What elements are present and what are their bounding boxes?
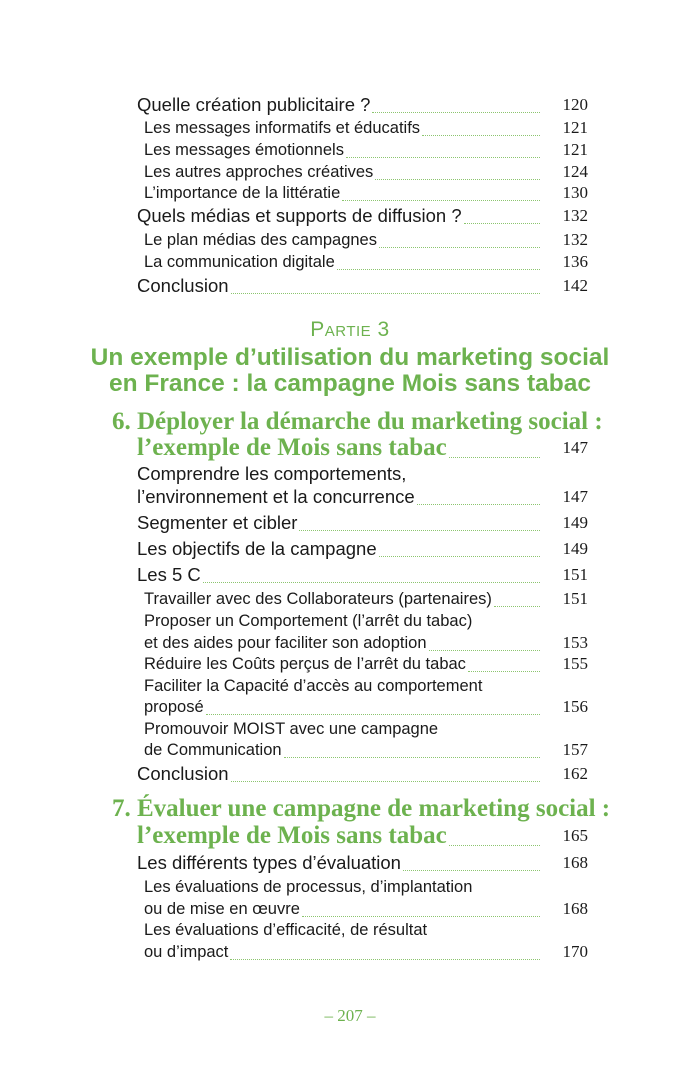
- dot-leader: [284, 757, 540, 758]
- dot-leader: [231, 293, 540, 294]
- toc-entry-text: ou de mise en œuvre: [144, 900, 300, 918]
- toc-entry-text: La communication digitale: [144, 253, 335, 271]
- toc-entry-text: ou d’impact: [144, 943, 229, 961]
- dot-leader: [468, 671, 540, 672]
- toc-entry-text: Quelle création publicitaire ?: [137, 94, 371, 115]
- toc-entry-line[interactable]: [144, 228, 540, 252]
- toc-entry-text: de Communication: [144, 741, 282, 759]
- toc-entry-line[interactable]: [144, 609, 472, 633]
- dot-leader: [449, 845, 540, 846]
- toc-page-number: 153: [562, 633, 588, 652]
- toc-entry-line[interactable]: [144, 695, 540, 719]
- toc-entry-text: Conclusion: [137, 763, 229, 784]
- toc-page-number: 151: [562, 589, 588, 608]
- toc-entry-text: Les évaluations de processus, d’implantation: [144, 878, 473, 896]
- toc-page-number: 149: [562, 539, 588, 558]
- toc-entry-text: Comprendre les comportements,: [137, 463, 407, 484]
- dot-leader: [206, 714, 540, 715]
- toc-entry-text: Proposer un Comportement (l’arrêt du tabac): [144, 612, 473, 630]
- toc-entry-line[interactable]: [144, 138, 540, 162]
- toc-entry-text: L’importance de la littératie: [144, 184, 341, 202]
- toc-entry-text: l’exemple de Mois sans tabac: [137, 434, 447, 461]
- toc-page-number: 162: [562, 764, 588, 783]
- part-title-line: Un exemple d’utilisation du marketing social: [90, 344, 610, 371]
- dot-leader: [417, 504, 540, 505]
- toc-entry-line[interactable]: [144, 738, 540, 762]
- toc-entry-text: Les 5 C: [137, 564, 201, 585]
- toc-entry-text: Le plan médias des campagnes: [144, 231, 377, 249]
- toc-entry-text: proposé: [144, 698, 204, 716]
- toc-page-number: 155: [562, 654, 588, 673]
- toc-page-number: 170: [562, 942, 588, 961]
- toc-entry-text: Les autres approches créatives: [144, 163, 374, 181]
- toc-entry-line[interactable]: [144, 875, 472, 899]
- toc-entry-line[interactable]: [112, 408, 603, 436]
- toc-page-number: 132: [562, 230, 588, 249]
- dot-leader: [494, 606, 540, 607]
- dot-leader: [375, 179, 540, 180]
- toc-entry-line[interactable]: [137, 851, 540, 875]
- toc-entry-text: Les différents types d’évaluation: [137, 852, 401, 873]
- dot-leader: [346, 157, 540, 158]
- toc-page-number: 147: [562, 487, 588, 506]
- dot-leader: [302, 916, 540, 917]
- toc-page-number: 168: [562, 853, 588, 872]
- dot-leader: [337, 269, 540, 270]
- toc-entry-line[interactable]: [144, 918, 427, 942]
- toc-page-number: 142: [562, 276, 588, 295]
- toc-entry-text: 6. Déployer la démarche du marketing social :: [112, 408, 603, 435]
- toc-page-number: 130: [562, 183, 588, 202]
- toc-entry-text: Travailler avec des Collaborateurs (partenaires): [144, 590, 492, 608]
- dot-leader: [403, 870, 540, 871]
- toc-page-number: 136: [562, 252, 588, 271]
- toc-entry-line[interactable]: [112, 795, 610, 823]
- dot-leader: [379, 247, 540, 248]
- toc-page-number: 147: [562, 438, 588, 457]
- page-number: – 207 –: [324, 1006, 376, 1025]
- toc-entry-text: l’exemple de Mois sans tabac: [137, 822, 447, 849]
- dot-leader: [203, 582, 540, 583]
- toc-entry-text: Les objectifs de la campagne: [137, 538, 377, 559]
- dot-leader: [342, 200, 540, 201]
- part-label: Partie 3: [310, 318, 390, 341]
- toc-page-number: 157: [562, 740, 588, 759]
- dot-leader: [372, 112, 540, 113]
- dot-leader: [231, 781, 540, 782]
- dot-leader: [449, 457, 540, 458]
- toc-entry-line[interactable]: [144, 181, 540, 205]
- dot-leader: [230, 959, 540, 960]
- toc-entry-line[interactable]: [137, 511, 540, 535]
- toc-entry-text: Promouvoir MOIST avec une campagne: [144, 720, 439, 738]
- part-title-line: en France : la campagne Mois sans tabac: [108, 370, 591, 397]
- toc-entry-line[interactable]: [144, 587, 540, 611]
- toc-page-number: 168: [562, 899, 588, 918]
- toc-entry-text: Les messages émotionnels: [144, 141, 344, 159]
- toc-page-number: 121: [562, 118, 588, 137]
- dot-leader: [464, 223, 540, 224]
- toc-page-number: 156: [562, 697, 588, 716]
- dot-leader: [379, 556, 540, 557]
- dot-leader: [429, 650, 540, 651]
- toc-page-number: 124: [562, 162, 588, 181]
- toc-entry-line[interactable]: [137, 93, 540, 117]
- toc-entry-line[interactable]: [144, 116, 540, 140]
- dot-leader: [299, 530, 540, 531]
- toc-entry-line[interactable]: [137, 434, 540, 462]
- toc-page-number: 120: [562, 95, 588, 114]
- toc-entry-line[interactable]: [137, 822, 540, 850]
- toc-page-number: 165: [562, 826, 588, 845]
- toc-entry-text: Réduire les Coûts perçus de l’arrêt du tabac: [144, 655, 466, 673]
- toc-entry-line[interactable]: [144, 652, 540, 676]
- toc-entry-text: Conclusion: [137, 275, 229, 296]
- toc-page-number: 149: [562, 513, 588, 532]
- toc-page-number: 121: [562, 140, 588, 159]
- toc-entry-text: Segmenter et cibler: [137, 512, 298, 533]
- toc-entry-line[interactable]: [137, 485, 540, 509]
- toc-entry-line[interactable]: [137, 563, 540, 587]
- toc-entry-line[interactable]: [137, 204, 540, 228]
- toc-entry-line[interactable]: [137, 762, 540, 786]
- toc-entry-line[interactable]: [137, 537, 540, 561]
- toc-page-number: 151: [562, 565, 588, 584]
- dot-leader: [422, 135, 540, 136]
- toc-entry-line[interactable]: [137, 462, 406, 486]
- toc-entry-text: l’environnement et la concurrence: [137, 486, 415, 507]
- toc-entry-text: Les évaluations d’efficacité, de résultat: [144, 921, 428, 939]
- toc-entry-line[interactable]: [144, 940, 540, 964]
- toc-page-number: 132: [562, 206, 588, 225]
- toc-entry-text: Faciliter la Capacité d’accès au comportement: [144, 677, 483, 695]
- toc-entry-text: 7. Évaluer une campagne de marketing social :: [112, 795, 611, 822]
- toc-entry-text: Les messages informatifs et éducatifs: [144, 119, 421, 137]
- toc-entry-text: et des aides pour faciliter son adoption: [144, 634, 427, 652]
- toc-entry-text: Quels médias et supports de diffusion ?: [137, 205, 462, 226]
- toc-entry-line[interactable]: [137, 274, 540, 298]
- toc-entry-line[interactable]: [144, 250, 540, 274]
